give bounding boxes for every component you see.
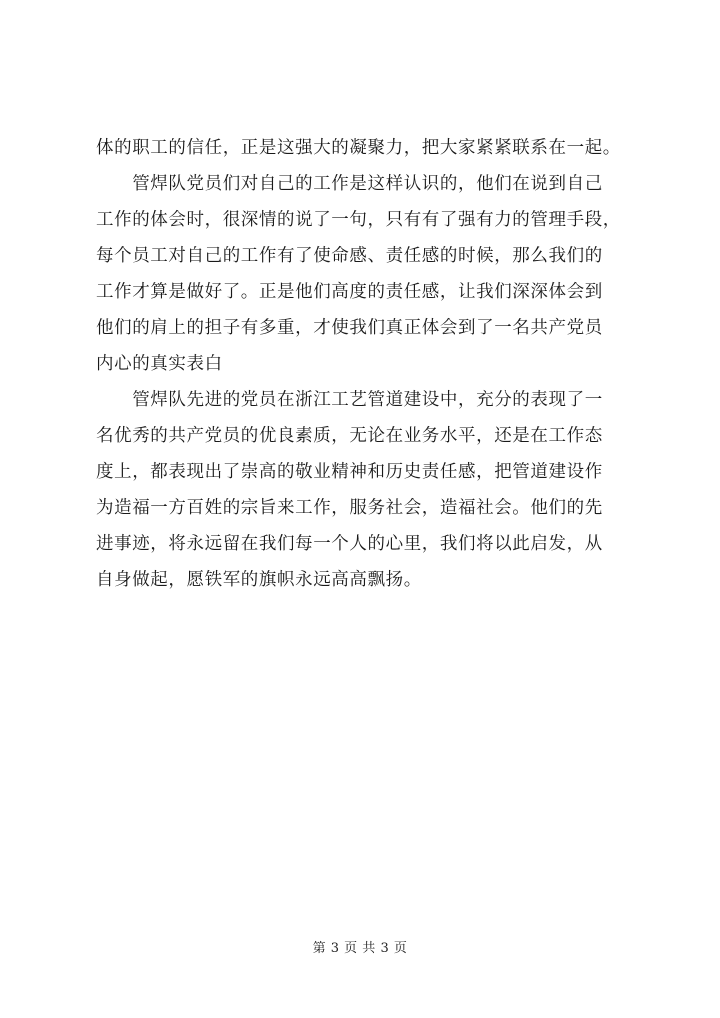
text-line: 名优秀的共产党员的优良素质，无论在业务水平，还是在工作态	[96, 426, 603, 446]
text-line: 他们的肩上的担子有多重，才使我们真正体会到了一名共产党员	[96, 318, 603, 338]
body-text	[96, 130, 640, 598]
text-line: 进事迹，将永远留在我们每一个人的心里，我们将以此启发，从	[96, 534, 603, 554]
page-footer: 第 3 页 共 3 页	[312, 941, 408, 956]
text-line: 为造福一方百姓的宗旨来工作，服务社会，造福社会。他们的先	[96, 498, 603, 518]
text-line: 工作的体会时，很深情的说了一句，只有有了强有力的管理手段，	[96, 210, 621, 230]
text-line: 度上，都表现出了崇高的敬业精神和历史责任感，把管道建设作	[96, 462, 603, 482]
text-line: 每个员工对自己的工作有了使命感、责任感的时候，那么我们的	[96, 246, 603, 266]
text-line: 自身做起，愿铁军的旗帜永远高高飘扬。	[96, 570, 422, 590]
text-line: 内心的真实表白	[96, 354, 223, 374]
text-line: 体的职工的信任，正是这强大的凝聚力，把大家紧紧联系在一起。	[96, 138, 621, 158]
text-line: 管焊队党员们对自己的工作是这样认识的，他们在说到自己	[96, 174, 603, 194]
text-line: 工作才算是做好了。正是他们高度的责任感，让我们深深体会到	[96, 282, 603, 302]
text-line: 管焊队先进的党员在浙江工艺管道建设中，充分的表现了一	[96, 390, 603, 410]
